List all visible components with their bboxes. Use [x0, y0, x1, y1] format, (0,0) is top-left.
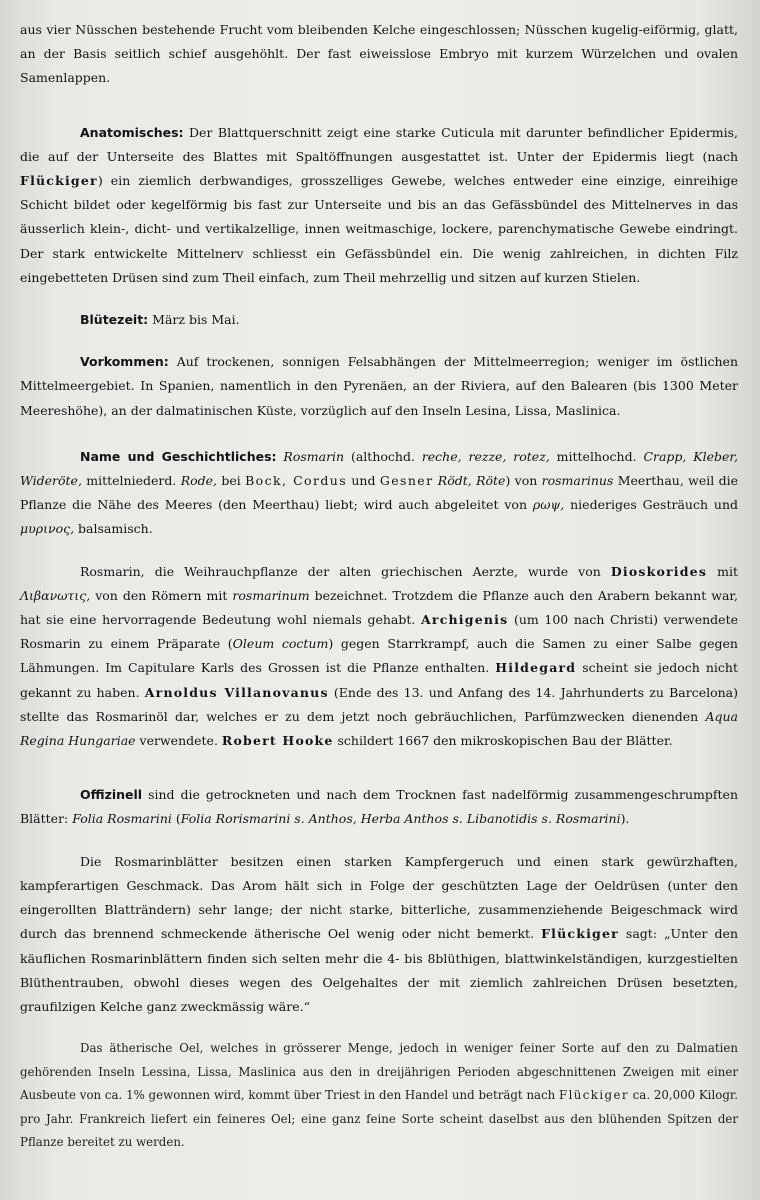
text-run: verwendete. [135, 733, 222, 749]
text-run: ( [171, 811, 181, 827]
text-run: Das ätherische Oel, welches in grösserer Menge, jedoch in weniger feiner Sorte auf den zu Dalmatien gehörenden Inseln Lessina, Lissa, Maslinica aus den in dreijährigen Perioden abgeschnittenen Zweigen mit einer Ausbeute von ca. 1% gewonnen wird, kommt über Triest in den Handel und beträgt nach [20, 1041, 738, 1103]
text-run: mittelniederd. [81, 473, 181, 489]
paragraph-flowering [20, 308, 738, 332]
italic-term: Folia Rosmarini [72, 811, 172, 827]
author-name: Bock, Cordus [245, 473, 348, 489]
paragraph-essential-oil [20, 1037, 738, 1155]
paragraph-leaf-properties [20, 850, 738, 1019]
greek-term: ρωψ, [532, 497, 565, 513]
text-run: mittelhochd. [549, 448, 644, 464]
italic-term: Crapp, Kleber, Wideröte, [20, 448, 738, 489]
italic-term: rosmarinum [232, 587, 310, 603]
text-run: balsamisch. [74, 521, 153, 537]
author-name: Hildegard [495, 660, 577, 676]
text-run: (althochd. [344, 448, 422, 464]
text-run: aus vier Nüsschen bestehende Frucht vom bleibenden Kelche eingeschlossen; Nüsschen kugelig-eiförmig, glatt, an der Basis seitlich schief ausgehöhlt. Der fast eiweisslose Embryo mit kurzem Würzelchen und ovalen Samenlappen. [20, 22, 738, 86]
italic-term: Aqua Regina Hungariae [20, 708, 738, 749]
text-run: Der Blattquerschnitt zeigt eine starke Cuticula mit darunter befindlicher Epidermis, die auf der Unterseite des Blattes mit Spaltöffnungen ausgestattet ist. Unter der Epidermis liegt (nach [20, 124, 738, 164]
text-run: ) ein ziemlich derbwandiges, grosszelliges Gewebe, welches entweder eine einzige, einreihige Schicht bildet oder kegelförmig bis fast zur Unterseite und bis an das Gefässbündel des Mittelnerves in das äusserlich klein-, dicht- und vertikalzellige, innen weitmaschige, lockere, parenchymatische Gewebe eindringt. Der stark entwickelte Mittelnerv schliesst ein Gefässbündel ein. Die wenig zahlreichen, in dichten Filz eingebetteten Drüsen sind zum Theil einfach, zum Theil mehrzellig und sitzen auf kurzen Stielen. [20, 173, 738, 285]
author-name: Gesner [379, 473, 434, 489]
text-run: bei [217, 473, 246, 489]
text-run: ) gegen Starrkrampf, auch die Samen zu einer Salbe gegen Lähmungen. Im Capitulare Karls des Grossen ist die Pflanze enthalten. [20, 636, 738, 676]
section-heading-flowering: Blütezeit: [80, 312, 149, 328]
paragraph-fruit [20, 18, 738, 91]
section-heading-anatomy: Anatomisches: [80, 124, 184, 140]
text-run: ca. 20,000 Kilogr. pro Jahr. Frankreich liefert ein feineres Oel; eine ganz feine Sorte scheint daselbst aus den blühenden Spitzen der Pflanze bereitet zu werden. [20, 1088, 738, 1150]
paragraph-occurrence [20, 350, 738, 423]
paragraph-anatomy [20, 121, 738, 290]
paragraph-officinal [20, 783, 738, 831]
text-run: Meerthau, weil die Pflanze die Nähe des Meeres (den Meerthau) liebt; wird auch abgeleitet von [20, 473, 738, 513]
author-name: Robert Hooke [221, 733, 334, 749]
text-run: ) von [505, 473, 542, 489]
text-run: schildert 1667 den mikroskopischen Bau der Blätter. [333, 733, 673, 749]
author-name: Arnoldus Villanovanus [144, 684, 329, 700]
section-heading-name-history: Name und Geschichtliches: [80, 448, 277, 464]
text-run: scheint sie jedoch nicht gekannt zu haben. [20, 660, 738, 700]
text-run: bezeichnet. Trotzdem die Pflanze auch den Arabern bekannt war, hat sie eine hervorragende Bedeutung wohl niemals gehabt. [20, 587, 738, 628]
italic-term: Rosmarin [283, 448, 345, 464]
author-name: Archigenis [421, 612, 509, 628]
author-name: Flückiger [20, 173, 98, 189]
italic-term: Folia Rorismarini s. Anthos, Herba Anthos s. Libanotidis s. Rosmarini [180, 811, 621, 827]
text-run: mit [707, 563, 738, 579]
text-run: (Ende des 13. und Anfang des 14. Jahrhunderts zu Barcelona) stellte das Rosmarinöl dar, welches er zu dem jetzt noch gebräuchlichen, Parfümzwecken dienenden [20, 684, 739, 724]
text-run: und [347, 473, 380, 489]
text-run: Die Rosmarinblätter besitzen einen starken Kampfergeruch und einen stark gewürzhaften, kampferartigen Geschmack. Das Arom hält sich in Folge der geschützten Lage der Oeldrüsen (unter den eingerollten Blatträndern) sehr lange; der nicht starke, bitterliche, zusammenziehende Beigeschmack wird durch das brennend schmeckende ätherische Oel wenig oder nicht bemerkt. [20, 853, 738, 942]
paragraph-history-detail [20, 560, 738, 754]
text-run: ). [620, 811, 630, 827]
text-run: (um 100 nach Christi) verwendete Rosmarin zu einem Präparate ( [20, 612, 738, 652]
text-run: Rosmarin, die Weihrauchpflanze der alten griechischen Aerzte, wurde von [80, 563, 611, 579]
italic-term: Oleum coctum [232, 636, 329, 652]
section-heading-officinal: Offizinell [80, 787, 143, 803]
italic-term: Rode, [180, 473, 218, 489]
author-name: Flückiger [559, 1088, 629, 1103]
text-run: März bis Mai. [148, 312, 240, 328]
text-run: niederiges Gesträuch und [564, 497, 738, 513]
italic-term: reche, rezze, rotez, [421, 448, 550, 464]
body-text [20, 18, 738, 1155]
author-name: Flückiger [541, 926, 619, 942]
section-heading-occurrence: Vorkommen: [80, 354, 169, 370]
text-run: sind die getrockneten und nach dem Trocknen fast nadelförmig zusammengeschrumpften Blätter: [20, 787, 738, 827]
italic-term: rosmarinus [541, 473, 614, 489]
author-name: Dioskorides [610, 563, 708, 579]
text-run: von den Römern mit [90, 587, 233, 603]
greek-term: μυρινος, [20, 521, 75, 537]
paragraph-name-history [20, 445, 738, 542]
text-run: sagt: „Unter den käuflichen Rosmarinblättern finden sich selten mehr die 4- bis 8blüthigen, blattwinkelständigen, kurzgestielten Blüthentrauben, obwohl dieses wegen des Oelgehaltes der mit ziemlich zahlreichen Drüsen besetzten, graufilzigen Kelche ganz zweckmässig wäre.“ [20, 926, 739, 1014]
greek-term: Λιβανωτις, [20, 587, 91, 603]
italic-term: Rödt, Röte [433, 473, 506, 489]
text-run: Auf trockenen, sonnigen Felsabhängen der Mittelmeerregion; weniger im östlichen Mittelmeergebiet. In Spanien, namentlich in den Pyrenäen, an der Riviera, auf den Balearen (bis 1300 Meter Meereshöhe), an der dalmatinischen Küste, vorzüglich auf den Inseln Lesina, Lissa, Maslinica. [20, 354, 738, 418]
